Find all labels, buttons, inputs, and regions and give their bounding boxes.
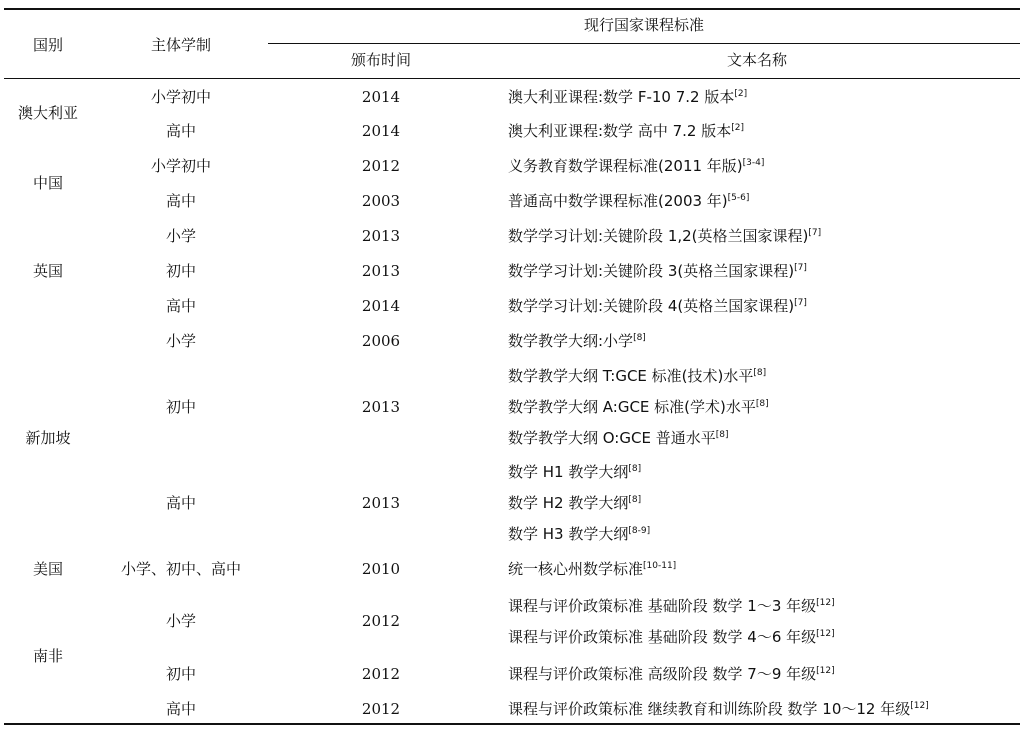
system-cell: 高中	[165, 192, 196, 210]
system-cell: 初中	[165, 262, 196, 280]
document-title: 数学学习计划:关键阶段 4(英格兰国家课程)	[508, 297, 795, 315]
year-cell: 2014	[361, 122, 401, 140]
country-uk: 英国	[32, 262, 63, 280]
bottom-rule	[4, 723, 1020, 725]
citation-ref: [5-6]	[727, 193, 750, 203]
citation-ref: [10-11]	[643, 561, 677, 571]
document-title: 统一核心州数学标准	[508, 560, 644, 578]
document-title: 数学教学大纲 O:GCE 普通水平	[508, 429, 716, 447]
top-rule	[4, 8, 1020, 10]
header-standards-group: 现行国家课程标准	[583, 16, 704, 34]
system-cell: 小学	[165, 227, 196, 245]
document-title: 数学学习计划:关键阶段 1,2(英格兰国家课程)	[508, 227, 809, 245]
system-cell: 高中	[165, 297, 196, 315]
document-title: 课程与评价政策标准 高级阶段 数学 7～9 年级	[508, 665, 817, 683]
citation-ref: [8]	[628, 495, 642, 505]
country-usa: 美国	[32, 560, 63, 578]
header-group-rule	[268, 43, 1020, 44]
document-cell	[508, 700, 929, 718]
document-cell	[508, 597, 835, 615]
document-cell	[508, 429, 728, 447]
citation-ref: [12]	[910, 701, 929, 711]
year-cell: 2014	[361, 297, 401, 315]
year-cell: 2003	[361, 192, 401, 210]
year-cell: 2013	[361, 398, 401, 416]
document-cell	[508, 494, 641, 512]
year-cell: 2010	[361, 560, 401, 578]
document-cell	[508, 297, 807, 315]
citation-ref: [12]	[816, 598, 835, 608]
citation-ref: [7]	[794, 263, 807, 273]
year-cell: 2012	[361, 612, 401, 630]
citation-ref: [12]	[816, 629, 835, 639]
header-bottom-rule	[4, 78, 1020, 79]
year-cell: 2013	[361, 262, 401, 280]
country-australia: 澳大利亚	[17, 104, 78, 122]
header-system: 主体学制	[150, 36, 211, 54]
system-cell: 高中	[165, 494, 196, 512]
citation-ref: [8]	[715, 430, 729, 440]
system-cell: 小学初中	[150, 88, 211, 106]
header-country: 国别	[32, 36, 63, 54]
document-cell	[508, 227, 821, 245]
citation-ref: [3-4]	[742, 158, 765, 168]
document-title: 数学教学大纲:小学	[508, 332, 634, 350]
document-title: 数学学习计划:关键阶段 3(英格兰国家课程)	[508, 262, 795, 280]
document-title: 澳大利亚课程:数学 F-10 7.2 版本	[508, 88, 735, 106]
citation-ref: [7]	[794, 298, 807, 308]
citation-ref: [2]	[734, 89, 748, 99]
document-title: 课程与评价政策标准 继续教育和训练阶段 数学 10～12 年级	[508, 700, 911, 718]
document-title: 义务教育数学课程标准(2011 年版)	[508, 157, 743, 175]
document-cell	[508, 192, 749, 210]
document-cell	[508, 262, 807, 280]
country-singapore: 新加坡	[25, 429, 71, 447]
document-title: 课程与评价政策标准 基础阶段 数学 1～3 年级	[508, 597, 817, 615]
document-title: 数学教学大纲 A:GCE 标准(学术)水平	[508, 398, 756, 416]
system-cell: 高中	[165, 122, 196, 140]
document-title: 数学 H2 教学大纲	[508, 494, 629, 512]
year-cell: 2006	[361, 332, 401, 350]
citation-ref: [8]	[628, 464, 642, 474]
system-cell: 小学初中	[150, 157, 211, 175]
country-china: 中国	[32, 174, 63, 192]
document-cell	[508, 122, 744, 140]
document-cell	[508, 332, 646, 350]
header-year: 颁布时间	[350, 51, 411, 69]
year-cell: 2012	[361, 157, 401, 175]
year-cell: 2013	[361, 494, 401, 512]
year-cell: 2012	[361, 665, 401, 683]
year-cell: 2014	[361, 88, 401, 106]
citation-ref: [8-9]	[628, 526, 651, 536]
system-cell: 初中	[165, 398, 196, 416]
country-south-africa: 南非	[32, 647, 63, 665]
document-cell	[508, 525, 650, 543]
document-cell	[508, 398, 769, 416]
document-title: 数学 H1 教学大纲	[508, 463, 629, 481]
document-cell	[508, 367, 766, 385]
year-cell: 2013	[361, 227, 401, 245]
document-cell	[508, 463, 641, 481]
document-title: 数学教学大纲 T:GCE 标准(技术)水平	[508, 367, 754, 385]
document-cell	[508, 665, 835, 683]
document-cell	[508, 560, 676, 578]
system-cell: 高中	[165, 700, 196, 718]
system-cell: 初中	[165, 665, 196, 683]
document-title: 普通高中数学课程标准(2003 年)	[508, 192, 728, 210]
citation-ref: [8]	[755, 399, 769, 409]
document-title: 课程与评价政策标准 基础阶段 数学 4～6 年级	[508, 628, 817, 646]
system-cell: 小学	[165, 332, 196, 350]
year-cell: 2012	[361, 700, 401, 718]
document-cell	[508, 628, 835, 646]
citation-ref: [2]	[731, 123, 744, 133]
header-document: 文本名称	[726, 51, 787, 69]
system-cell: 小学	[165, 612, 196, 630]
document-cell	[508, 157, 764, 175]
system-cell: 小学、初中、高中	[120, 560, 241, 578]
document-title: 数学 H3 教学大纲	[508, 525, 629, 543]
citation-ref: [12]	[816, 666, 835, 676]
document-title: 澳大利亚课程:数学 高中 7.2 版本	[508, 122, 732, 140]
citation-ref: [8]	[633, 333, 646, 343]
document-cell	[508, 88, 747, 106]
citation-ref: [8]	[753, 368, 767, 378]
citation-ref: [7]	[808, 228, 822, 238]
